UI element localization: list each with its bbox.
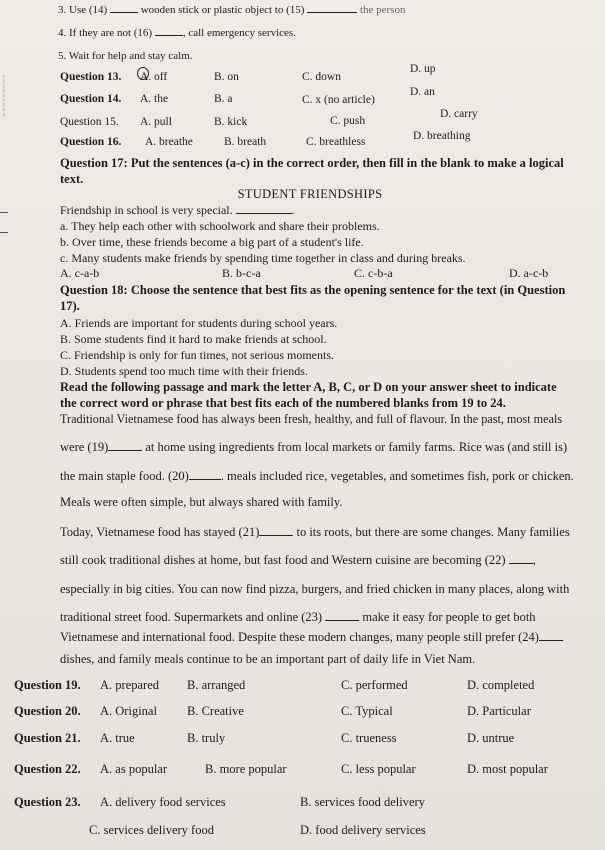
- passage-line: Vietnamese and international food. Despite these modern changes, many people still prefer (24): [60, 630, 563, 645]
- option-d[interactable]: D. carry: [440, 108, 478, 120]
- option-c[interactable]: C. down: [302, 71, 341, 83]
- q17-instruction-cont: text.: [60, 172, 84, 186]
- q18-instruction-cont: 17).: [60, 299, 80, 313]
- passage-title: STUDENT FRIENDSHIPS: [237, 187, 383, 201]
- option-b[interactable]: B. services food delivery: [300, 795, 425, 809]
- option-b[interactable]: B. more popular: [205, 762, 287, 776]
- option-d[interactable]: D. Particular: [467, 704, 531, 718]
- question-label: Question 16.: [60, 136, 122, 148]
- option-d[interactable]: D. an: [410, 86, 435, 98]
- handwritten-circle-mark: [137, 67, 149, 80]
- question-label: Question 15.: [60, 116, 119, 128]
- margin-handwriting: ~ ~ ~ ~ ~ ~ ~ ~ ~: [2, 74, 8, 116]
- option-c[interactable]: C. x (no article): [302, 94, 375, 106]
- passage-line: traditional street food. Supermarkets and online (23) make it easy for people to get both: [60, 610, 536, 624]
- q3-line: 3. Use (14) wooden stick or plastic object to (15) the person: [58, 4, 406, 16]
- passage-line: still cook traditional dishes at home, but fast food and Western cuisine are becoming (22) ,: [60, 553, 536, 567]
- q17-sentence-b: b. Over time, these friends become a big part of a student's life.: [60, 235, 364, 249]
- passage-instruction-cont: the correct word or phrase that best fits each of the numbered blanks from 19 to 24.: [60, 396, 506, 410]
- question-label: Question 14.: [60, 93, 122, 105]
- option-b[interactable]: B. kick: [214, 116, 248, 128]
- option-c[interactable]: C. push: [330, 115, 366, 127]
- question-label: Question 20.: [14, 704, 81, 718]
- option-a[interactable]: A. the: [140, 93, 169, 105]
- option-a[interactable]: A. breathe: [145, 136, 193, 148]
- option-b[interactable]: B. breath: [224, 136, 267, 148]
- option-c[interactable]: C. c-b-a: [354, 266, 393, 280]
- option-a[interactable]: A. prepared: [100, 678, 159, 692]
- passage-line: Meals were often simple, but always shared with family.: [60, 495, 343, 509]
- q17-sentence-a: a. They help each other with schoolwork and share their problems.: [60, 219, 380, 233]
- passage-line: dishes, and family meals continue to be an important part of daily life in Viet Nam.: [60, 652, 476, 666]
- option-d[interactable]: D. food delivery services: [300, 823, 426, 837]
- margin-tick: [0, 212, 8, 213]
- option-c[interactable]: C. less popular: [341, 762, 416, 776]
- margin-tick: [0, 232, 8, 233]
- option-a[interactable]: A. c-a-b: [60, 266, 100, 280]
- q18-option-a[interactable]: A. Friends are important for students during school years.: [60, 316, 338, 330]
- question-label: Question 19.: [14, 678, 81, 692]
- option-d[interactable]: D. most popular: [467, 762, 548, 776]
- option-c[interactable]: C. breathless: [306, 136, 366, 148]
- q17-intro: Friendship in school is very special. .: [60, 203, 295, 217]
- question-label: Question 13.: [60, 71, 122, 83]
- question-label: Question 23.: [14, 795, 81, 809]
- option-b[interactable]: B. b-c-a: [222, 266, 261, 280]
- q18-option-b[interactable]: B. Some students find it hard to make friends at school.: [60, 332, 327, 346]
- option-a[interactable]: A. Original: [100, 704, 157, 718]
- question-label: Question 21.: [14, 731, 81, 745]
- q17-instruction: Question 17: Put the sentences (a-c) in the correct order, then fill in the blank to make a logical: [60, 156, 564, 170]
- passage-line: were (19) at home using ingredients from local markets or family farms. Rice was (and still is): [60, 440, 568, 454]
- passage-instruction: Read the following passage and mark the letter A, B, C, or D on your answer sheet to indicate: [60, 380, 557, 394]
- passage-line: especially in big cities. You can now find pizza, burgers, and fried chicken in many places, along with: [60, 582, 570, 596]
- q18-option-d[interactable]: D. Students spend too much time with their friends.: [60, 364, 308, 378]
- option-c[interactable]: C. services delivery food: [89, 823, 214, 837]
- option-a[interactable]: A. as popular: [100, 762, 167, 776]
- option-b[interactable]: B. on: [214, 71, 239, 83]
- passage-line: Today, Vietnamese food has stayed (21) to its roots, but there are some changes. Many families: [60, 525, 570, 539]
- q18-instruction: Question 18: Choose the sentence that best fits as the opening sentence for the text (in Question: [60, 283, 566, 297]
- option-c[interactable]: C. Typical: [341, 704, 393, 718]
- option-b[interactable]: B. arranged: [187, 678, 246, 692]
- option-c[interactable]: C. trueness: [341, 731, 397, 745]
- option-d[interactable]: D. breathing: [413, 130, 471, 142]
- q5-line: 5. Wait for help and stay calm.: [58, 50, 193, 62]
- option-b[interactable]: B. Creative: [187, 704, 244, 718]
- passage-line: the main staple food. (20) . meals included rice, vegetables, and sometimes fish, pork or chicken.: [60, 469, 574, 483]
- passage-line: Traditional Vietnamese food has always been fresh, healthy, and full of flavour. In the past, most meals: [60, 412, 563, 426]
- option-a[interactable]: A. true: [100, 731, 135, 745]
- option-b[interactable]: B. a: [214, 93, 233, 105]
- q17-sentence-c: c. Many students make friends by spending time together in class and during breaks.: [60, 251, 466, 265]
- option-a[interactable]: A. off: [140, 71, 168, 83]
- option-d[interactable]: D. untrue: [467, 731, 515, 745]
- option-a[interactable]: A. delivery food services: [100, 795, 226, 809]
- option-b[interactable]: B. truly: [187, 731, 226, 745]
- option-d[interactable]: D. a-c-b: [509, 266, 549, 280]
- option-c[interactable]: C. performed: [341, 678, 408, 692]
- option-a[interactable]: A. pull: [140, 116, 172, 128]
- question-label: Question 22.: [14, 762, 81, 776]
- option-d[interactable]: D. up: [410, 63, 436, 75]
- q18-option-c[interactable]: C. Friendship is only for fun times, not serious moments.: [60, 348, 334, 362]
- q4-line: 4. If they are not (16) , call emergency services.: [58, 27, 296, 39]
- option-d[interactable]: D. completed: [467, 678, 535, 692]
